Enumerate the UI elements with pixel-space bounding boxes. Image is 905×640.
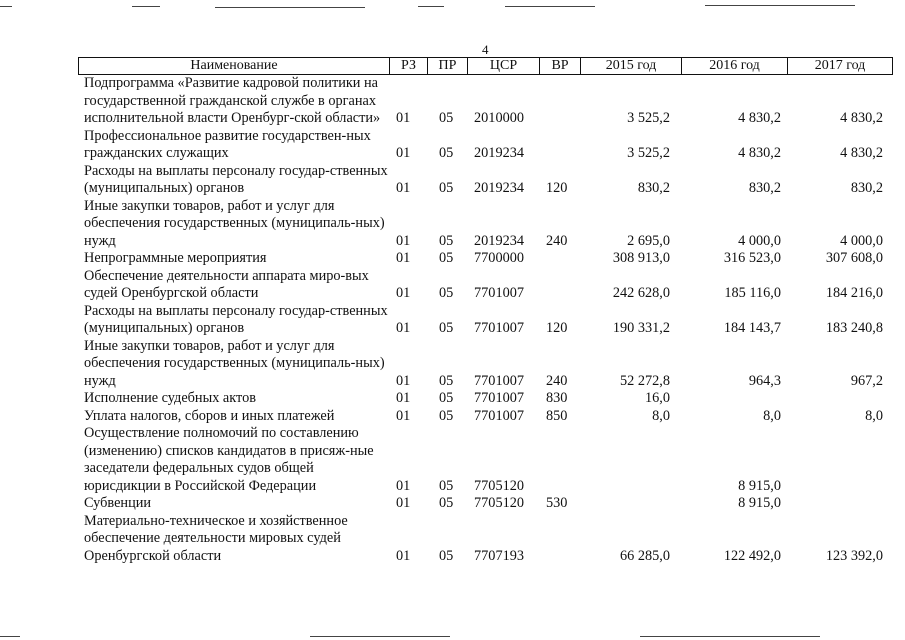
- cell-y2016: 185 116,0: [724, 285, 781, 301]
- row-name: Подпрограмма «Развитие кадровой политики на государственной гражданской службе в органах исполнительной власти Оренбург-ской области»: [84, 75, 381, 126]
- cell-vr: 240: [546, 232, 568, 249]
- row-name: Исполнение судебных актов: [84, 390, 256, 406]
- scan-artifact-line: [640, 636, 820, 637]
- cell-y2015: 830,2: [637, 180, 670, 196]
- cell-y2016: 184 143,7: [723, 320, 781, 336]
- table-row: [78, 75, 893, 128]
- cell-y2015: 3 525,2: [627, 145, 670, 161]
- cell-csr: 7701007: [474, 320, 525, 336]
- budget-table: [78, 57, 893, 565]
- scan-artifact-line: [132, 6, 160, 7]
- cell-pr: 05: [439, 320, 454, 336]
- cell-rz: 01: [396, 110, 411, 126]
- row-name: Профессиональное развитие государствен-ных гражданских служащих: [84, 127, 371, 161]
- cell-vr: 240: [546, 372, 568, 389]
- table-row: [78, 250, 893, 268]
- cell-csr: 2019234: [474, 145, 525, 161]
- cell-y2017: 4 830,2: [840, 110, 883, 126]
- cell-y2015: 3 525,2: [627, 110, 670, 126]
- cell-rz: 01: [396, 390, 411, 406]
- cell-y2017: 830,2: [850, 180, 883, 196]
- cell-y2017: 4 830,2: [840, 145, 883, 161]
- cell-y2015: 8,0: [652, 407, 670, 424]
- table-header-row: [78, 57, 893, 75]
- row-name: Расходы на выплаты персоналу государ-ственных (муниципальных) органов: [84, 302, 388, 336]
- scan-artifact-line: [505, 6, 595, 7]
- header-vr: ВР: [539, 57, 580, 75]
- row-name: Материально-техническое и хозяйственное обеспечение деятельности мировых судей Оренбургской области: [84, 512, 348, 564]
- cell-y2016: 316 523,0: [723, 250, 781, 266]
- cell-rz: 01: [396, 477, 411, 494]
- cell-pr: 05: [439, 495, 454, 511]
- table-row: [78, 495, 893, 513]
- cell-y2016: 4 830,2: [738, 145, 781, 161]
- header-name: Наименование: [78, 57, 389, 75]
- cell-vr: 120: [546, 320, 568, 336]
- scan-artifact-line: [215, 7, 365, 8]
- cell-y2015: 242 628,0: [612, 285, 670, 301]
- cell-y2016: 964,3: [748, 372, 781, 389]
- table-row: [78, 338, 893, 391]
- scan-artifact-line: [0, 636, 20, 637]
- cell-y2017: 183 240,8: [825, 320, 883, 336]
- cell-csr: 2019234: [474, 232, 525, 249]
- cell-rz: 01: [396, 547, 411, 564]
- header-2016: 2016 год: [681, 57, 787, 75]
- cell-y2015: 66 285,0: [619, 547, 670, 564]
- cell-y2016: 830,2: [748, 180, 781, 196]
- cell-pr: 05: [439, 547, 454, 564]
- cell-rz: 01: [396, 495, 411, 511]
- cell-rz: 01: [396, 250, 411, 266]
- cell-pr: 05: [439, 372, 454, 389]
- row-name: Обеспечение деятельности аппарата миро-вых судей Оренбургской области: [84, 267, 369, 301]
- cell-pr: 05: [439, 145, 454, 161]
- cell-y2016: 4 000,0: [738, 232, 781, 249]
- cell-pr: 05: [439, 180, 454, 196]
- cell-csr: 2019234: [474, 180, 525, 196]
- cell-pr: 05: [439, 232, 454, 249]
- row-name: Субвенции: [84, 495, 152, 511]
- table-row: [78, 128, 893, 163]
- cell-rz: 01: [396, 407, 411, 424]
- row-name: Иные закупки товаров, работ и услуг для обеспечения государственных (муниципаль-ных) нужд: [84, 197, 385, 249]
- cell-csr: 7701007: [474, 390, 525, 406]
- cell-y2015: 2 695,0: [627, 232, 670, 249]
- cell-y2016: 4 830,2: [738, 110, 781, 126]
- cell-vr: 120: [546, 180, 568, 196]
- cell-y2016: 8,0: [763, 407, 781, 424]
- header-csr: ЦСР: [467, 57, 539, 75]
- cell-csr: 7707193: [474, 547, 525, 564]
- cell-y2016: 122 492,0: [723, 547, 781, 564]
- cell-y2017: 123 392,0: [825, 547, 883, 564]
- row-name: Расходы на выплаты персоналу государ-ственных (муниципальных) органов: [84, 162, 388, 196]
- table-row: [78, 408, 893, 426]
- cell-y2017: 307 608,0: [825, 250, 883, 266]
- row-name: Иные закупки товаров, работ и услуг для обеспечения государственных (муниципаль-ных) нужд: [84, 337, 385, 389]
- cell-pr: 05: [439, 110, 454, 126]
- cell-vr: 530: [546, 495, 568, 511]
- cell-pr: 05: [439, 390, 454, 406]
- cell-y2017: 4 000,0: [840, 232, 883, 249]
- cell-y2016: 8 915,0: [738, 495, 781, 511]
- table-body: [78, 75, 893, 565]
- cell-y2015: 308 913,0: [612, 250, 670, 266]
- table-row: [78, 268, 893, 303]
- table-row: [78, 390, 893, 408]
- cell-rz: 01: [396, 285, 411, 301]
- row-name: Осуществление полномочий по составлению (изменению) списков кандидатов в присяж-ные заседатели федеральных судов общей юрисдикции в Российской Федерации: [84, 425, 374, 494]
- cell-y2015: 16,0: [644, 390, 670, 406]
- cell-csr: 7701007: [474, 372, 525, 389]
- page-number: 4: [482, 42, 489, 57]
- cell-pr: 05: [439, 407, 454, 424]
- cell-pr: 05: [439, 250, 454, 266]
- cell-pr: 05: [439, 285, 454, 301]
- cell-vr: 850: [546, 407, 568, 424]
- cell-y2017: 967,2: [850, 372, 883, 389]
- row-name: Уплата налогов, сборов и иных платежей: [84, 407, 335, 424]
- cell-csr: 7701007: [474, 407, 525, 424]
- cell-y2015: 52 272,8: [619, 372, 670, 389]
- table-row: [78, 163, 893, 198]
- table-row: [78, 425, 893, 495]
- scan-artifact-line: [418, 6, 444, 7]
- cell-csr: 7705120: [474, 477, 525, 494]
- cell-csr: 7705120: [474, 495, 525, 511]
- table-row: [78, 303, 893, 338]
- cell-rz: 01: [396, 320, 411, 336]
- cell-y2017: 184 216,0: [825, 285, 883, 301]
- cell-y2015: 190 331,2: [612, 320, 670, 336]
- table-row: [78, 513, 893, 566]
- cell-pr: 05: [439, 477, 454, 494]
- cell-vr: 830: [546, 390, 568, 406]
- scan-artifact-line: [310, 636, 450, 637]
- cell-csr: 7701007: [474, 285, 525, 301]
- cell-rz: 01: [396, 372, 411, 389]
- cell-rz: 01: [396, 232, 411, 249]
- cell-csr: 7700000: [474, 250, 525, 266]
- row-name: Непрограммные мероприятия: [84, 250, 267, 266]
- table-row: [78, 198, 893, 251]
- scan-artifact-line: [705, 5, 855, 6]
- cell-csr: 2010000: [474, 110, 525, 126]
- header-pr: ПР: [427, 57, 467, 75]
- cell-rz: 01: [396, 180, 411, 196]
- scan-artifact-line: [0, 6, 12, 7]
- header-2015: 2015 год: [580, 57, 681, 75]
- cell-y2017: 8,0: [865, 407, 883, 424]
- header-2017: 2017 год: [787, 57, 893, 75]
- cell-rz: 01: [396, 145, 411, 161]
- header-rz: РЗ: [389, 57, 427, 75]
- cell-y2016: 8 915,0: [738, 477, 781, 494]
